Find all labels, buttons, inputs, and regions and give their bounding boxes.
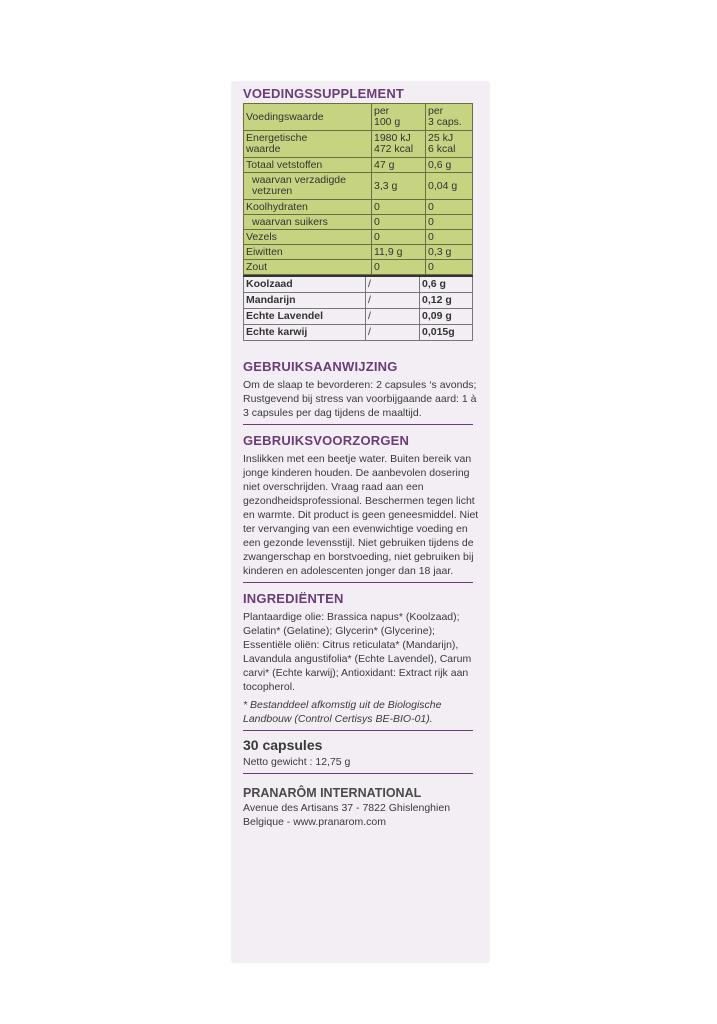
product-label-panel (232, 82, 489, 962)
table-row (244, 309, 473, 325)
table-row (244, 293, 473, 309)
nutrient-label: Energetische waarde (244, 131, 372, 158)
table-row (244, 276, 473, 293)
plant-per3caps: 0,09 g (420, 309, 473, 325)
plant-label: Echte karwij (244, 325, 366, 341)
table-row (244, 325, 473, 341)
table-row (244, 200, 473, 215)
nutrient-per3caps: 0 (426, 230, 473, 245)
nutrient-label: Eiwitten (244, 245, 372, 260)
plant-per100g: / (366, 293, 420, 309)
plant-per100g: / (366, 309, 420, 325)
nutrient-per100g: 0 (372, 215, 426, 230)
nutrition-header-per3caps: per 3 caps. (426, 104, 473, 131)
usage-heading: GEBRUIKSAANWIJZING (243, 359, 398, 374)
nutrient-label: Totaal vetstoffen (244, 158, 372, 173)
divider (243, 582, 473, 583)
company-address: Avenue des Artisans 37 - 7822 Ghislenghien (243, 802, 451, 814)
ingredients-text: Plantaardige olie: Brassica napus* (Koolzaad); Gelatin* (Gelatine); Glycerin* (Glycerine); Essentiële oliën: Citrus reticulata* (Mandarijn), Lavandula angustifolia* (Echte Lavendel), Carum carvi* (Echte karwij); Antioxidant: Extract rijk aan tocopherol. (243, 611, 472, 693)
plant-per100g: / (366, 325, 420, 341)
divider (243, 424, 473, 425)
precautions-text: Inslikken met een beetje water. Buiten bereik van jonge kinderen houden. De aanbevolen dosering niet overschrijden. Vraag raad aan een gezondheidsprofessional. Beschermen tegen licht en warmte. Dit product is geen geneesmiddel. Niet ter vervanging van een evenwichtige voeding en een gezonde levensstijl. Niet gebruiken tijdens de zwangerschap en borstvoeding, niet gebruiken bij kinderen en adolescenten jonger dan 18 jaar. (243, 453, 479, 577)
table-row (244, 215, 473, 230)
nutrient-per100g: 0 (372, 230, 426, 245)
nutrition-header-per100g: per 100 g (372, 104, 426, 131)
table-row (244, 158, 473, 173)
precautions-heading: GEBRUIKSVOORZORGEN (243, 433, 410, 448)
ingredients-heading: INGREDIËNTEN (243, 591, 344, 606)
nutrient-per3caps: 0,6 g (426, 158, 473, 173)
nutrition-table (243, 103, 473, 275)
plant-per3caps: 0,6 g (420, 276, 473, 293)
plant-label: Echte Lavendel (244, 309, 366, 325)
plant-per3caps: 0,015g (420, 325, 473, 341)
nutrient-per3caps: 0 (426, 200, 473, 215)
table-row (244, 230, 473, 245)
plant-label: Koolzaad (244, 276, 366, 293)
plant-table (243, 275, 473, 341)
nutrient-per100g: 0 (372, 200, 426, 215)
nutrient-per3caps: 0 (426, 260, 473, 275)
table-row (244, 131, 473, 158)
company-country-web: Belgique - www.pranarom.com (243, 816, 386, 828)
nutrient-per3caps: 0 (426, 215, 473, 230)
company-name: PRANARÔM INTERNATIONAL (243, 786, 422, 800)
nutrition-header-label: Voedingswaarde (244, 104, 372, 131)
nutrient-per3caps: 25 kJ 6 kcal (426, 131, 473, 158)
usage-text: Om de slaap te bevorderen: 2 capsules ‘s avonds; Rustgevend bij stress van voorbijgaande aard: 1 à 3 capsules per dag tijdens de maaltijd. (243, 379, 477, 419)
nutrient-per100g: 3,3 g (372, 173, 426, 200)
nutrient-label: Vezels (244, 230, 372, 245)
nutrient-label: Koolhydraten (244, 200, 372, 215)
plant-per3caps: 0,12 g (420, 293, 473, 309)
nutrient-label: waarvan suikers (244, 215, 372, 230)
table-row (244, 260, 473, 275)
panel-title: VOEDINGSSUPPLEMENT (243, 86, 405, 101)
nutrition-table-body (244, 104, 473, 275)
divider (243, 773, 473, 774)
nutrient-per3caps: 0,04 g (426, 173, 473, 200)
divider (243, 730, 473, 731)
nutrient-label: waarvan verzadigde vetzuren (244, 173, 372, 200)
net-weight: Netto gewicht : 12,75 g (243, 756, 351, 768)
plant-label: Mandarijn (244, 293, 366, 309)
nutrient-per100g: 1980 kJ 472 kcal (372, 131, 426, 158)
nutrient-per3caps: 0,3 g (426, 245, 473, 260)
table-row (244, 173, 473, 200)
nutrient-per100g: 0 (372, 260, 426, 275)
capsule-count: 30 capsules (243, 737, 323, 753)
nutrient-label: Zout (244, 260, 372, 275)
organic-note: * Bestanddeel afkomstig uit de Biologische Landbouw (Control Certisys BE-BIO-01). (243, 699, 442, 725)
nutrition-header-row (244, 104, 473, 131)
nutrient-per100g: 11,9 g (372, 245, 426, 260)
label-content (243, 86, 480, 829)
table-row (244, 245, 473, 260)
plant-per100g: / (366, 276, 420, 293)
plant-table-body (244, 276, 473, 341)
nutrient-per100g: 47 g (372, 158, 426, 173)
